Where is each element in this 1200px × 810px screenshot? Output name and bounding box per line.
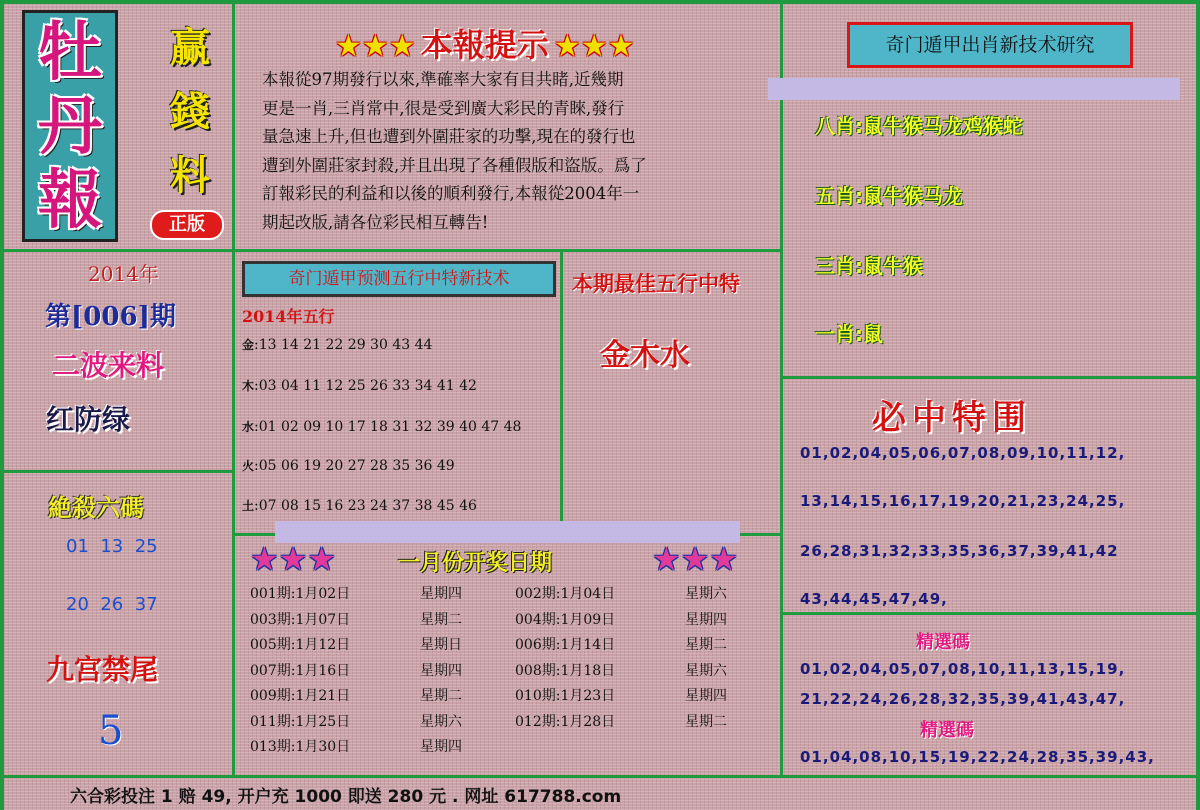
schedule-weekday: 星期六: [685, 586, 727, 602]
best-title: 本期最佳五行中特: [572, 271, 740, 296]
year-label: 2014年: [88, 262, 159, 286]
element-label: 木: [242, 379, 255, 393]
wuxing-row: 水:01 02 09 10 17 18 31 32 39 40 47 48: [242, 419, 522, 435]
schedule-weekday: 星期二: [420, 611, 462, 628]
grid-line: [780, 0, 783, 775]
period-label: 第[006]期: [45, 302, 176, 332]
select-title: 精選碼: [920, 720, 974, 741]
schedule-weekday: 星期四: [420, 586, 462, 602]
schedule-weekday: 星期二: [420, 688, 462, 704]
schedule-date: 011期:1月25日: [250, 713, 351, 730]
zodiac-tech-title: 奇门遁甲出肖新技术研究: [847, 22, 1133, 68]
element-label: 水: [242, 420, 255, 434]
select-row: 01,02,04,05,07,08,10,11,13,15,19,: [800, 660, 1126, 678]
schedule-date: 009期:1月21日: [250, 688, 351, 704]
element-values: 07 08 15 16 23 24 37 38 45 46: [258, 498, 477, 514]
select-title: 精選碼: [916, 632, 970, 653]
kill-numbers: 01 13 25: [66, 536, 158, 557]
notice-line: 期起改版,請各位彩民相互轉告!: [262, 212, 489, 232]
decorative-bar: [768, 78, 1180, 100]
schedule-date: 010期:1月23日: [515, 688, 616, 704]
genuine-badge: 正版: [150, 210, 224, 240]
schedule-date: 003期:1月07日: [250, 611, 351, 628]
schedule-weekday: 星期日: [420, 637, 462, 653]
must-row: 13,14,15,16,17,19,20,21,23,24,25,: [800, 492, 1126, 510]
notice-body: [262, 66, 772, 238]
element-label: 金: [242, 338, 255, 352]
notice-line: 量急速上升,但也遭到外圍莊家的功擊,現在的發行也: [262, 127, 636, 147]
zodiac-line: 一肖:鼠: [815, 322, 883, 346]
schedule-date: 004期:1月09日: [515, 611, 616, 628]
stars-icon: ★★★: [335, 29, 416, 64]
zodiac-line: 三肖:鼠牛猴: [815, 254, 923, 278]
wuxing-subtitle: 2014年五行: [242, 307, 335, 326]
grid-line: [783, 612, 1200, 615]
notice-line: 訂報彩民的利益和以後的順利發行,本報從2004年一: [262, 184, 640, 204]
must-row: 43,44,45,47,49,: [800, 590, 948, 608]
must-title: 必中特围: [872, 398, 1032, 438]
notice-line: 更是一肖,三肖常中,很是受到廣大彩民的青睞,發行: [262, 98, 625, 118]
schedule-date: 013期:1月30日: [250, 739, 351, 755]
schedule-weekday: 星期四: [420, 739, 462, 755]
schedule-weekday: 星期二: [685, 637, 727, 653]
element-label: 火: [242, 459, 255, 473]
grid-line: [0, 470, 235, 473]
wuxing-row: 木:03 04 11 12 25 26 33 34 41 42: [242, 378, 477, 394]
kill-numbers: 20 26 37: [66, 594, 158, 615]
element-label: 土: [242, 499, 255, 513]
footer-ad: 六合彩投注 1 赔 49, 开户充 1000 即送 280 元 . 网址 617788.com: [70, 787, 622, 807]
schedule-weekday: 星期二: [685, 713, 727, 730]
schedule-weekday: 星期四: [420, 662, 462, 679]
element-values: 03 04 11 12 25 26 33 34 41 42: [258, 378, 477, 394]
wuxing-row: 火:05 06 19 20 27 28 35 36 49: [242, 458, 455, 474]
wuxing-row: 金:13 14 21 22 29 30 43 44: [242, 337, 433, 353]
grid-line: [232, 0, 235, 775]
select-row: 21,22,24,26,28,32,35,39,41,43,47,: [800, 690, 1126, 708]
schedule-date: 005期:1月12日: [250, 637, 351, 653]
side-char: 赢: [170, 25, 210, 71]
schedule-date: 007期:1月16日: [250, 662, 351, 679]
logo-char: 報: [38, 164, 102, 238]
stars-icon: ★★★: [553, 29, 635, 64]
wave-value: 红防绿: [46, 403, 131, 436]
zodiac-line: 八肖:鼠牛猴马龙鸡猴蛇: [815, 114, 1023, 138]
schedule-weekday: 星期四: [685, 688, 727, 704]
select-row: 01,04,08,10,15,19,22,24,28,35,39,43,: [800, 748, 1155, 766]
must-row: 01,02,04,05,06,07,08,09,10,11,12,: [800, 444, 1126, 462]
notice-line: 本報從97期發行以來,準確率大家有目共睹,近幾期: [262, 70, 624, 89]
schedule-date: 012期:1月28日: [515, 713, 616, 730]
logo-char: 牡: [38, 16, 102, 90]
grid-line: [0, 0, 4, 810]
wuxing-row: 土:07 08 15 16 23 24 37 38 45 46: [242, 498, 477, 514]
grid-line: [560, 252, 563, 535]
zodiac-line: 五肖:鼠牛猴马龙: [815, 184, 963, 208]
grid-line: [0, 775, 1200, 778]
schedule-weekday: 星期四: [685, 611, 727, 628]
notice-title: 本報提示: [420, 26, 549, 64]
element-values: 13 14 21 22 29 30 43 44: [258, 337, 433, 353]
wave-title: 二波来料: [52, 349, 165, 382]
notice-line: 遭到外圍莊家封殺,并且出現了各種假版和盜版。爲了: [262, 155, 647, 175]
tail-title: 九宫禁尾: [46, 653, 159, 686]
stars-icon: ★★★: [652, 540, 739, 578]
stars-icon: ★★★: [250, 540, 337, 578]
grid-line: [1196, 0, 1200, 810]
schedule-date: 002期:1月04日: [515, 586, 616, 602]
element-values: 01 02 09 10 17 18 31 32 39 40 47 48: [258, 419, 522, 435]
schedule-weekday: 星期六: [420, 713, 462, 730]
schedule-date: 006期:1月14日: [515, 637, 616, 653]
grid-line: [0, 249, 783, 252]
notice-header: [335, 20, 635, 66]
tail-value: 5: [98, 708, 124, 754]
side-char: 錢: [170, 89, 210, 135]
must-row: 26,28,31,32,33,35,36,37,39,41,42: [800, 542, 1119, 560]
grid-line: [0, 0, 1200, 4]
logo-char: 丹: [38, 90, 102, 164]
kill-title: 絶殺六碼: [48, 494, 144, 522]
best-value: 金木水: [600, 338, 690, 373]
schedule-date: 008期:1月18日: [515, 662, 616, 679]
logo: [22, 10, 118, 242]
schedule-title: 一月份开奖日期: [398, 551, 553, 576]
schedule-date: 001期:1月02日: [250, 586, 351, 602]
side-char: 料: [170, 153, 210, 199]
wuxing-tech-title: 奇门遁甲预测五行中特新技术: [242, 261, 556, 297]
schedule-weekday: 星期六: [685, 662, 727, 679]
element-values: 05 06 19 20 27 28 35 36 49: [258, 458, 455, 474]
grid-line: [783, 376, 1200, 379]
